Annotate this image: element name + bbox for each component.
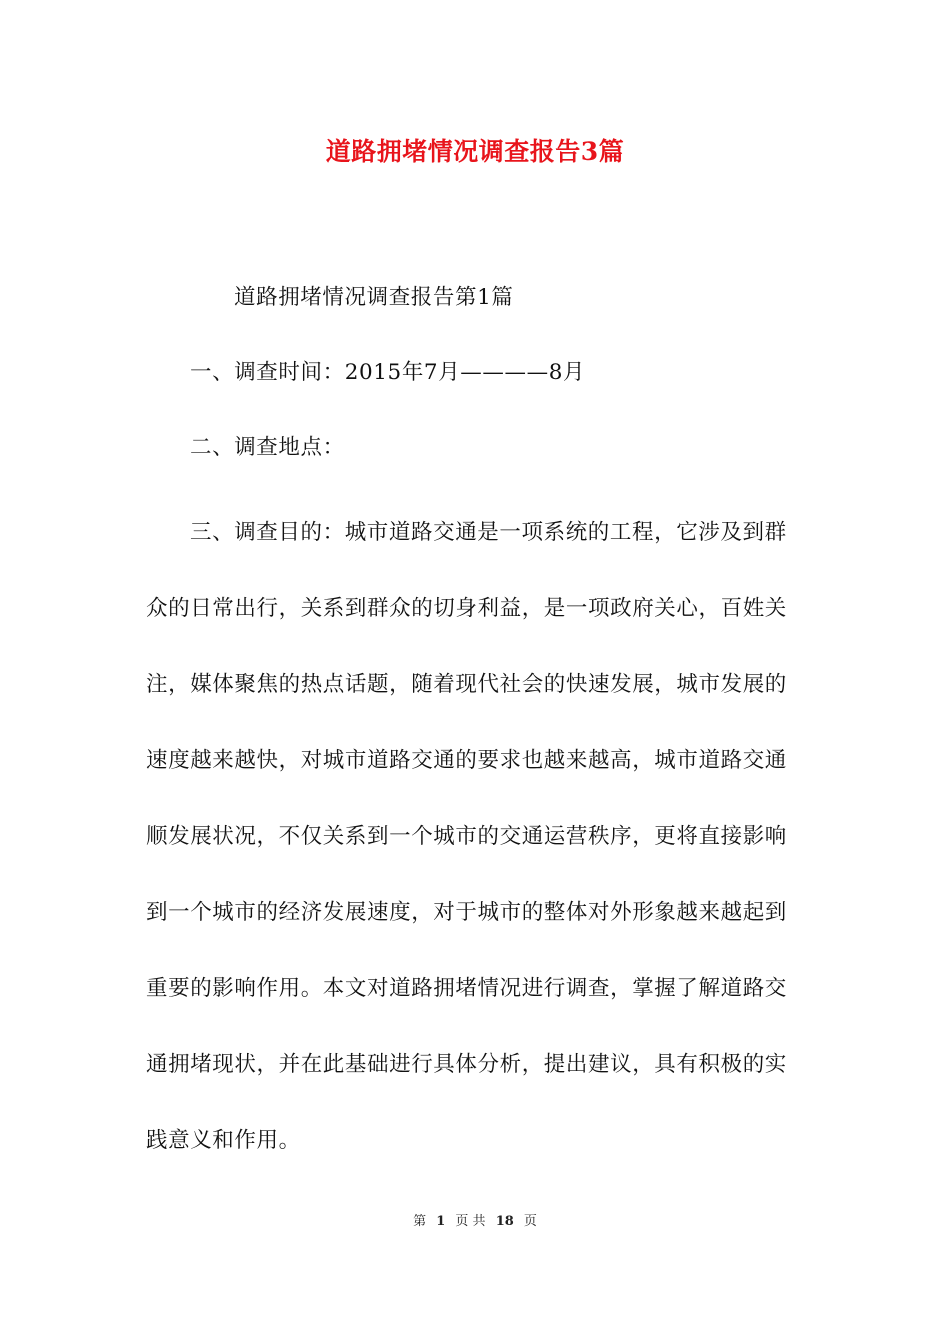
paragraph-line: 顺发展状况，不仅关系到一个城市的交通运营秩序，更将直接影响 bbox=[146, 824, 787, 849]
paragraph-line: 众的日常出行，关系到群众的切身利益，是一项政府关心，百姓关 bbox=[146, 596, 787, 621]
footer-prefix: 第 bbox=[413, 1214, 427, 1229]
paragraph-line: 通拥堵现状，并在此基础进行具体分析，提出建议，具有积极的实 bbox=[146, 1052, 787, 1077]
footer-mid: 页 共 bbox=[455, 1214, 486, 1229]
paragraph-line: 到一个城市的经济发展速度，对于城市的整体对外形象越来越起到 bbox=[146, 900, 787, 925]
footer-suffix: 页 bbox=[523, 1214, 537, 1229]
paragraph-line: 速度越来越快，对城市道路交通的要求也越来越高，城市道路交通 bbox=[146, 748, 787, 773]
survey-purpose-paragraph bbox=[146, 495, 806, 1179]
current-page-number: 1 bbox=[436, 1214, 446, 1229]
survey-location-line: 二、调查地点： bbox=[190, 435, 345, 460]
document-title: 道路拥堵情况调查报告3篇 bbox=[325, 137, 625, 166]
section-subtitle: 道路拥堵情况调查报告第1篇 bbox=[234, 285, 514, 310]
page-footer bbox=[0, 1210, 950, 1229]
total-pages-number: 18 bbox=[495, 1214, 514, 1229]
paragraph-line: 践意义和作用。 bbox=[146, 1128, 301, 1153]
paragraph-line: 重要的影响作用。本文对道路拥堵情况进行调查，掌握了解道路交 bbox=[146, 976, 787, 1001]
paragraph-line: 三、调查目的：城市道路交通是一项系统的工程，它涉及到群 bbox=[190, 520, 787, 545]
paragraph-line: 注，媒体聚焦的热点话题，随着现代社会的快速发展，城市发展的 bbox=[146, 672, 787, 697]
survey-time-line: 一、调查时间：2015年7月————8月 bbox=[190, 360, 586, 385]
